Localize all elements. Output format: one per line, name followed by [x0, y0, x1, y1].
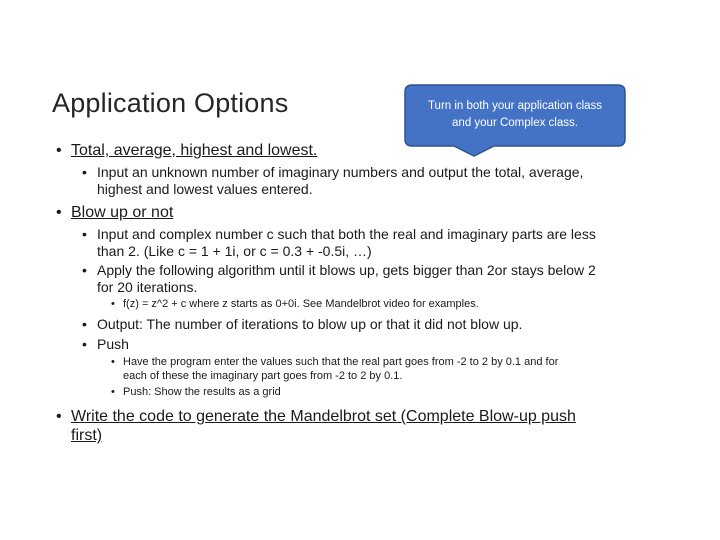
callout-line-1: Turn in both your application class [427, 100, 603, 112]
bullet-dot: • [82, 336, 87, 352]
bullet-dot: • [111, 356, 115, 368]
bullet-dot: • [56, 408, 62, 425]
bullet-dot: • [56, 142, 62, 159]
bullet-text-line: highest and lowest values entered. [97, 181, 313, 197]
callout-line-2: and your Complex class. [452, 117, 578, 129]
bullet-text-line: Input and complex number c such that both the real and imaginary parts are less [97, 226, 596, 242]
bullet-dot: • [82, 164, 87, 180]
slide-title: Application Options [52, 88, 289, 118]
link-blow-up-or-not[interactable]: Blow up or not [71, 204, 174, 221]
bullet-text-line: Apply the following algorithm until it blows up, gets bigger than 2or stays below 2 [97, 262, 596, 278]
link-mandelbrot-line-1[interactable]: Write the code to generate the Mandelbrot set (Complete Blow-up push [71, 408, 576, 425]
bullet-text-line: each of these the imaginary part goes from -2 to 2 by 0.1. [123, 370, 403, 382]
bullet-dot: • [82, 316, 87, 332]
bullet-text-line: than 2. (Like c = 1 + 1i, or c = 0.3 + -0.5i, …) [97, 243, 372, 259]
link-total-average[interactable]: Total, average, highest and lowest. [71, 142, 318, 159]
link-mandelbrot-line-2[interactable]: first) [71, 427, 103, 444]
bullet-text-line: Push [97, 336, 129, 352]
bullet-text-line: Output: The number of iterations to blow up or that it did not blow up. [97, 316, 523, 332]
bullet-dot: • [56, 204, 62, 221]
bullet-text-line: for 20 iterations. [97, 279, 198, 295]
bullet-dot: • [82, 226, 87, 242]
bullet-text-line: Input an unknown number of imaginary numbers and output the total, average, [97, 164, 584, 180]
bullet-text-line: Push: Show the results as a grid [123, 386, 281, 398]
speech-bubble-callout [404, 84, 626, 152]
bullet-text-line: f(z) = z^2 + c where z starts as 0+0i. See Mandelbrot video for examples. [123, 298, 479, 310]
bullet-dot: • [82, 262, 87, 278]
bullet-text-line: Have the program enter the values such that the real part goes from -2 to 2 by 0.1 and for [123, 356, 559, 368]
bullet-dot: • [111, 298, 115, 310]
bullet-dot: • [111, 386, 115, 398]
